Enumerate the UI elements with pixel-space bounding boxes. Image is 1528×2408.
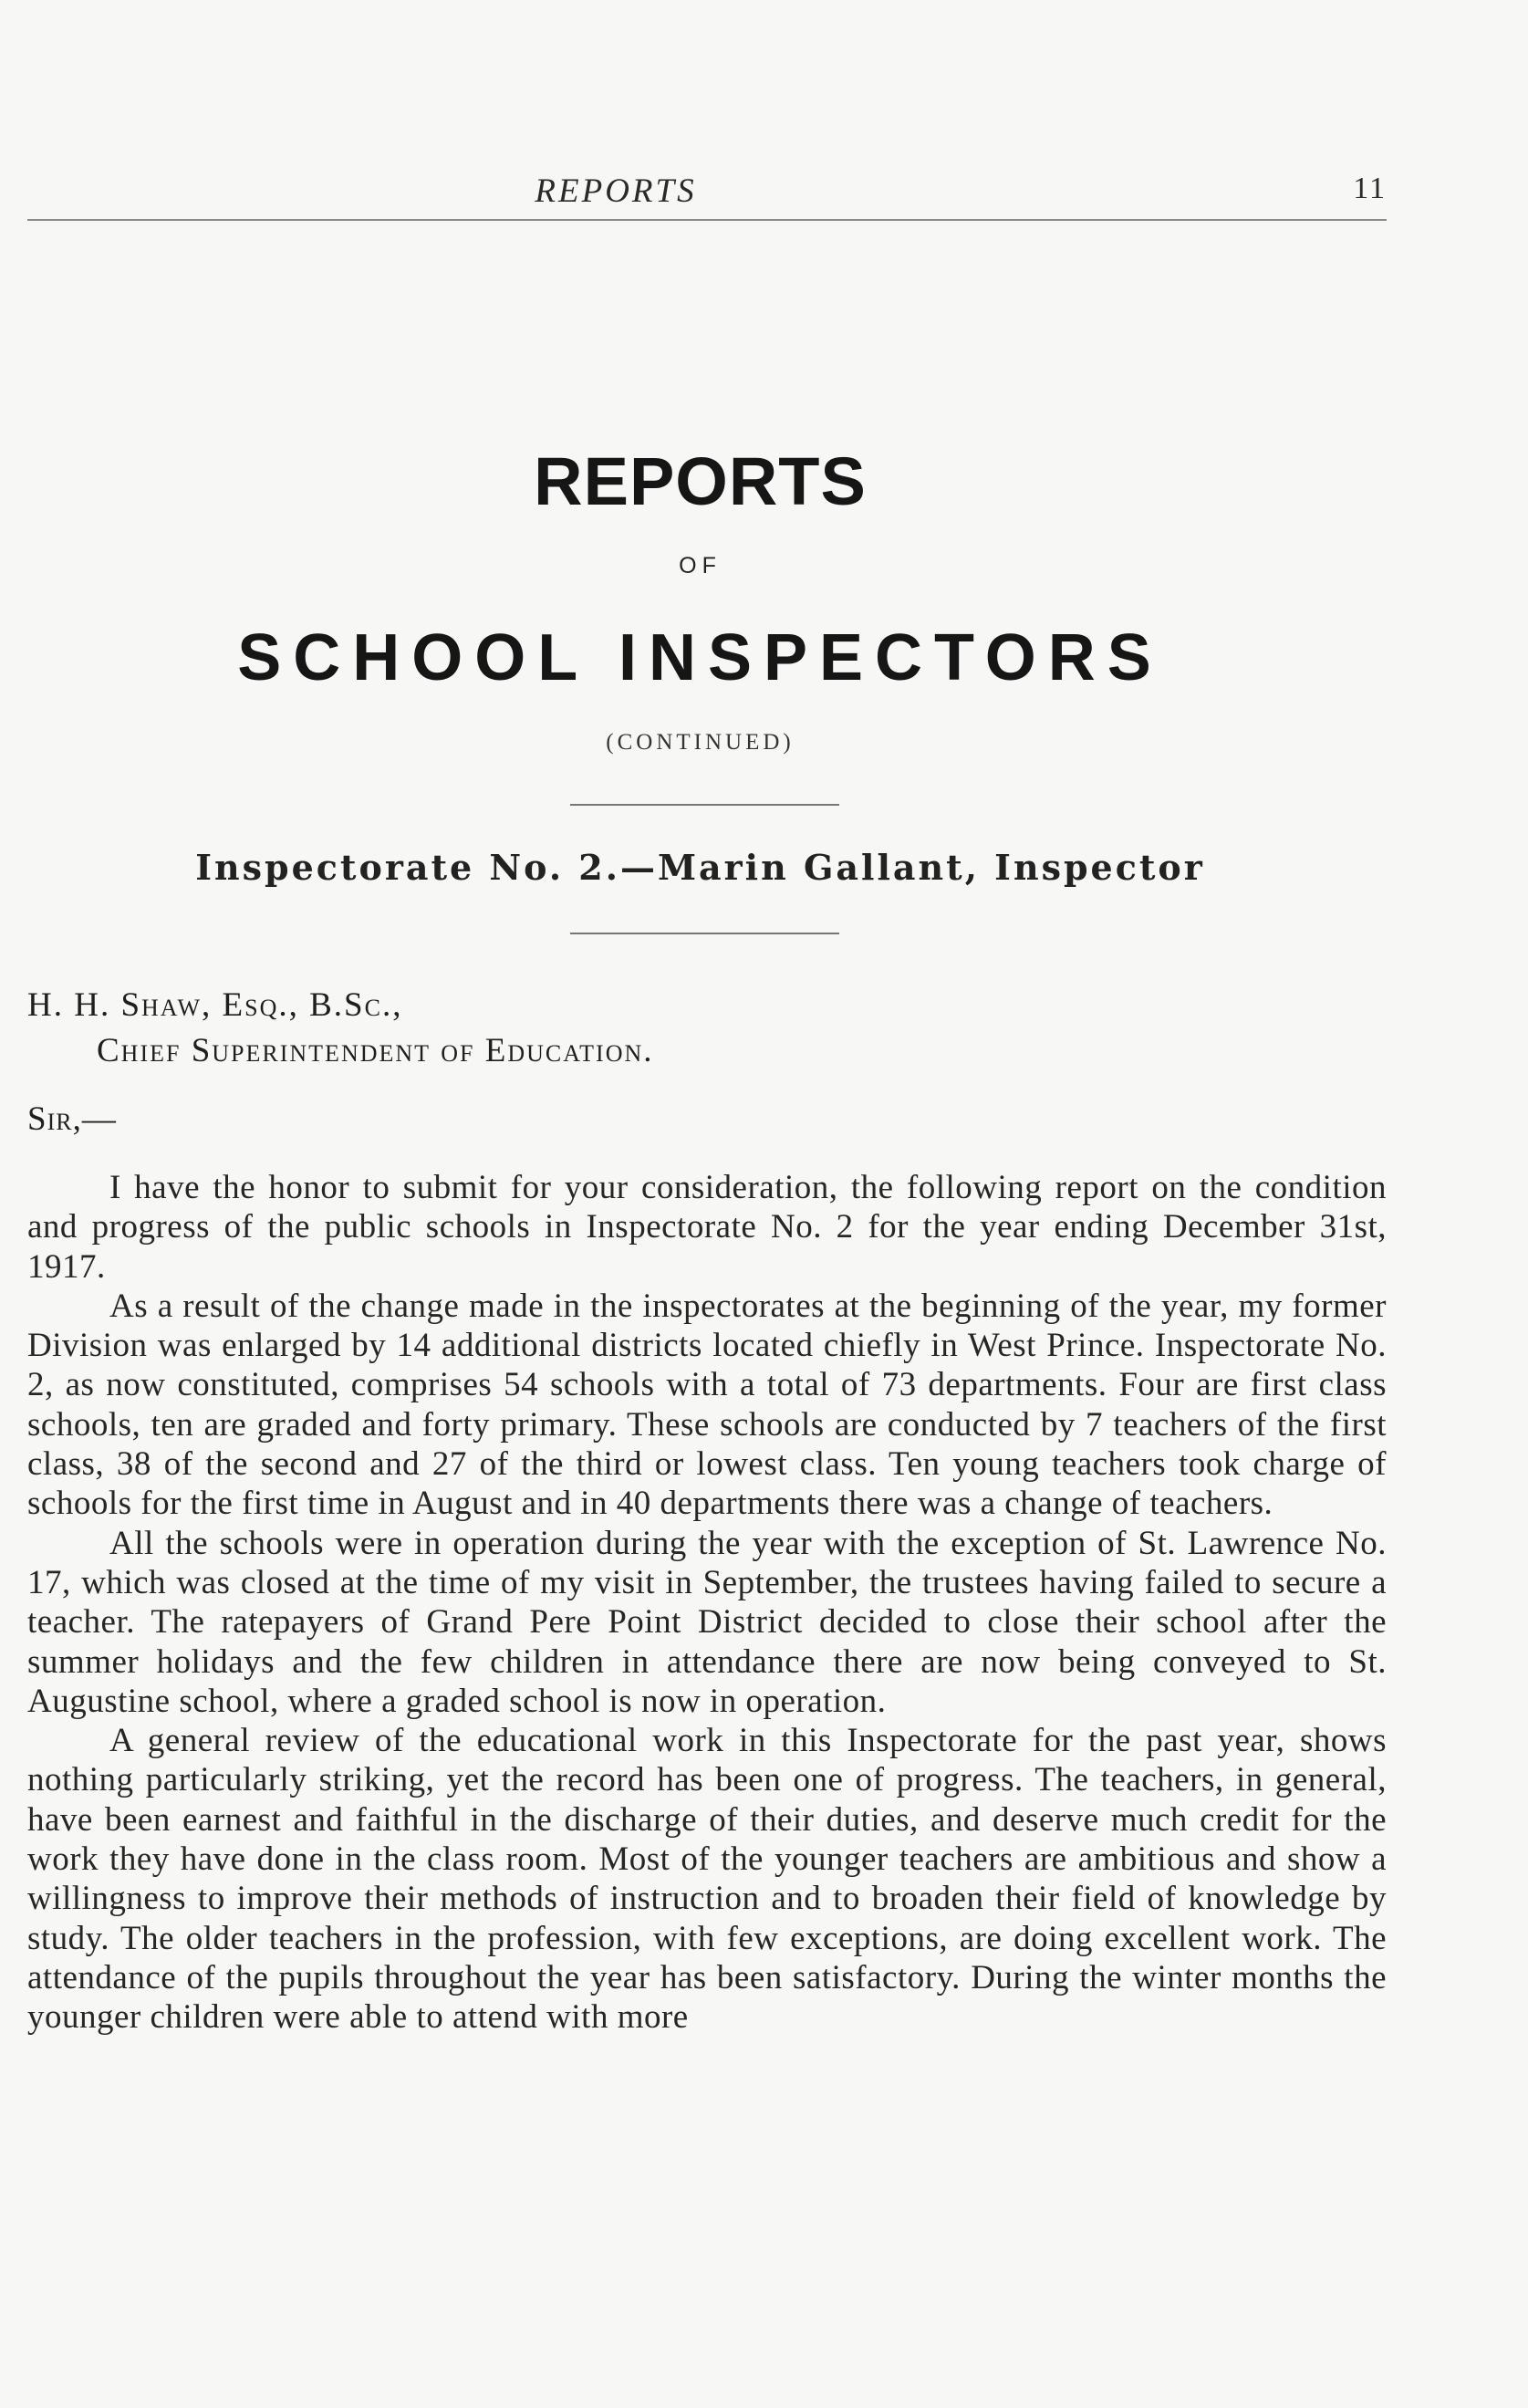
section-heading: Inspectorate No. 2.—Marin Gallant, Inspector [195, 847, 1205, 888]
paragraph: All the schools were in operation during the year with the exception of St. Lawrence No. 17, which was closed at the time of my visit in September, the trustees having failed to secure a teacher. The ratepayers of Grand Pere Point District decided to close their school after the summer holidays and the few children in attendance there are now being conveyed to St. Augustine school, where a graded school is now in operation. [27, 1524, 1387, 1720]
divider-bottom [570, 933, 839, 934]
title-connector: OF [679, 553, 722, 579]
running-title: REPORTS [535, 172, 697, 210]
addressee-name: H. H. Shaw, Esq., B.Sc., [27, 986, 403, 1024]
continued-note: (CONTINUED) [606, 730, 795, 755]
main-title: REPORTS [534, 443, 867, 519]
addressee-title: Chief Superintendent of Education. [97, 1032, 654, 1069]
report-body [27, 1168, 1387, 2038]
salutation: Sir,— [27, 1100, 117, 1138]
subtitle: SCHOOL INSPECTORS [237, 621, 1163, 694]
paragraph: A general review of the educational work in this Inspectorate for the past year, shows nothing particularly striking, yet the record has been one of progress. The teachers, in general, have been earnest and faithful in the discharge of their duties, and deserve much credit for the work they have done in the class room. Most of the younger teachers are ambitious and show a willingness to improve their methods of instruction and to broaden their field of knowledge by study. The older teachers in the profession, with few exceptions, are doing excellent work. The attendance of the pupils throughout the year has been satisfactory. During the winter months the younger children were able to attend with more [27, 1722, 1387, 2037]
running-header [27, 164, 1387, 221]
paragraph: As a result of the change made in the inspectorates at the beginning of the year, my former Division was enlarged by 14 additional districts located chiefly in West Prince. Inspectorate No. 2, as now constituted, comprises 54 schools with a total of 73 departments. Four are first class schools, ten are graded and forty primary. These schools are conducted by 7 teachers of the first class, 38 of the second and 27 of the third or lowest class. Ten young teachers took charge of schools for the first time in August and in 40 departments there was a change of teachers. [27, 1287, 1387, 1523]
page-number: 11 [1353, 172, 1387, 205]
paragraph: I have the honor to submit for your consideration, the following report on the condition and progress of the public schools in Inspectorate No. 2 for the year ending December 31st, 1917. [27, 1169, 1387, 1286]
divider-top [570, 804, 839, 806]
